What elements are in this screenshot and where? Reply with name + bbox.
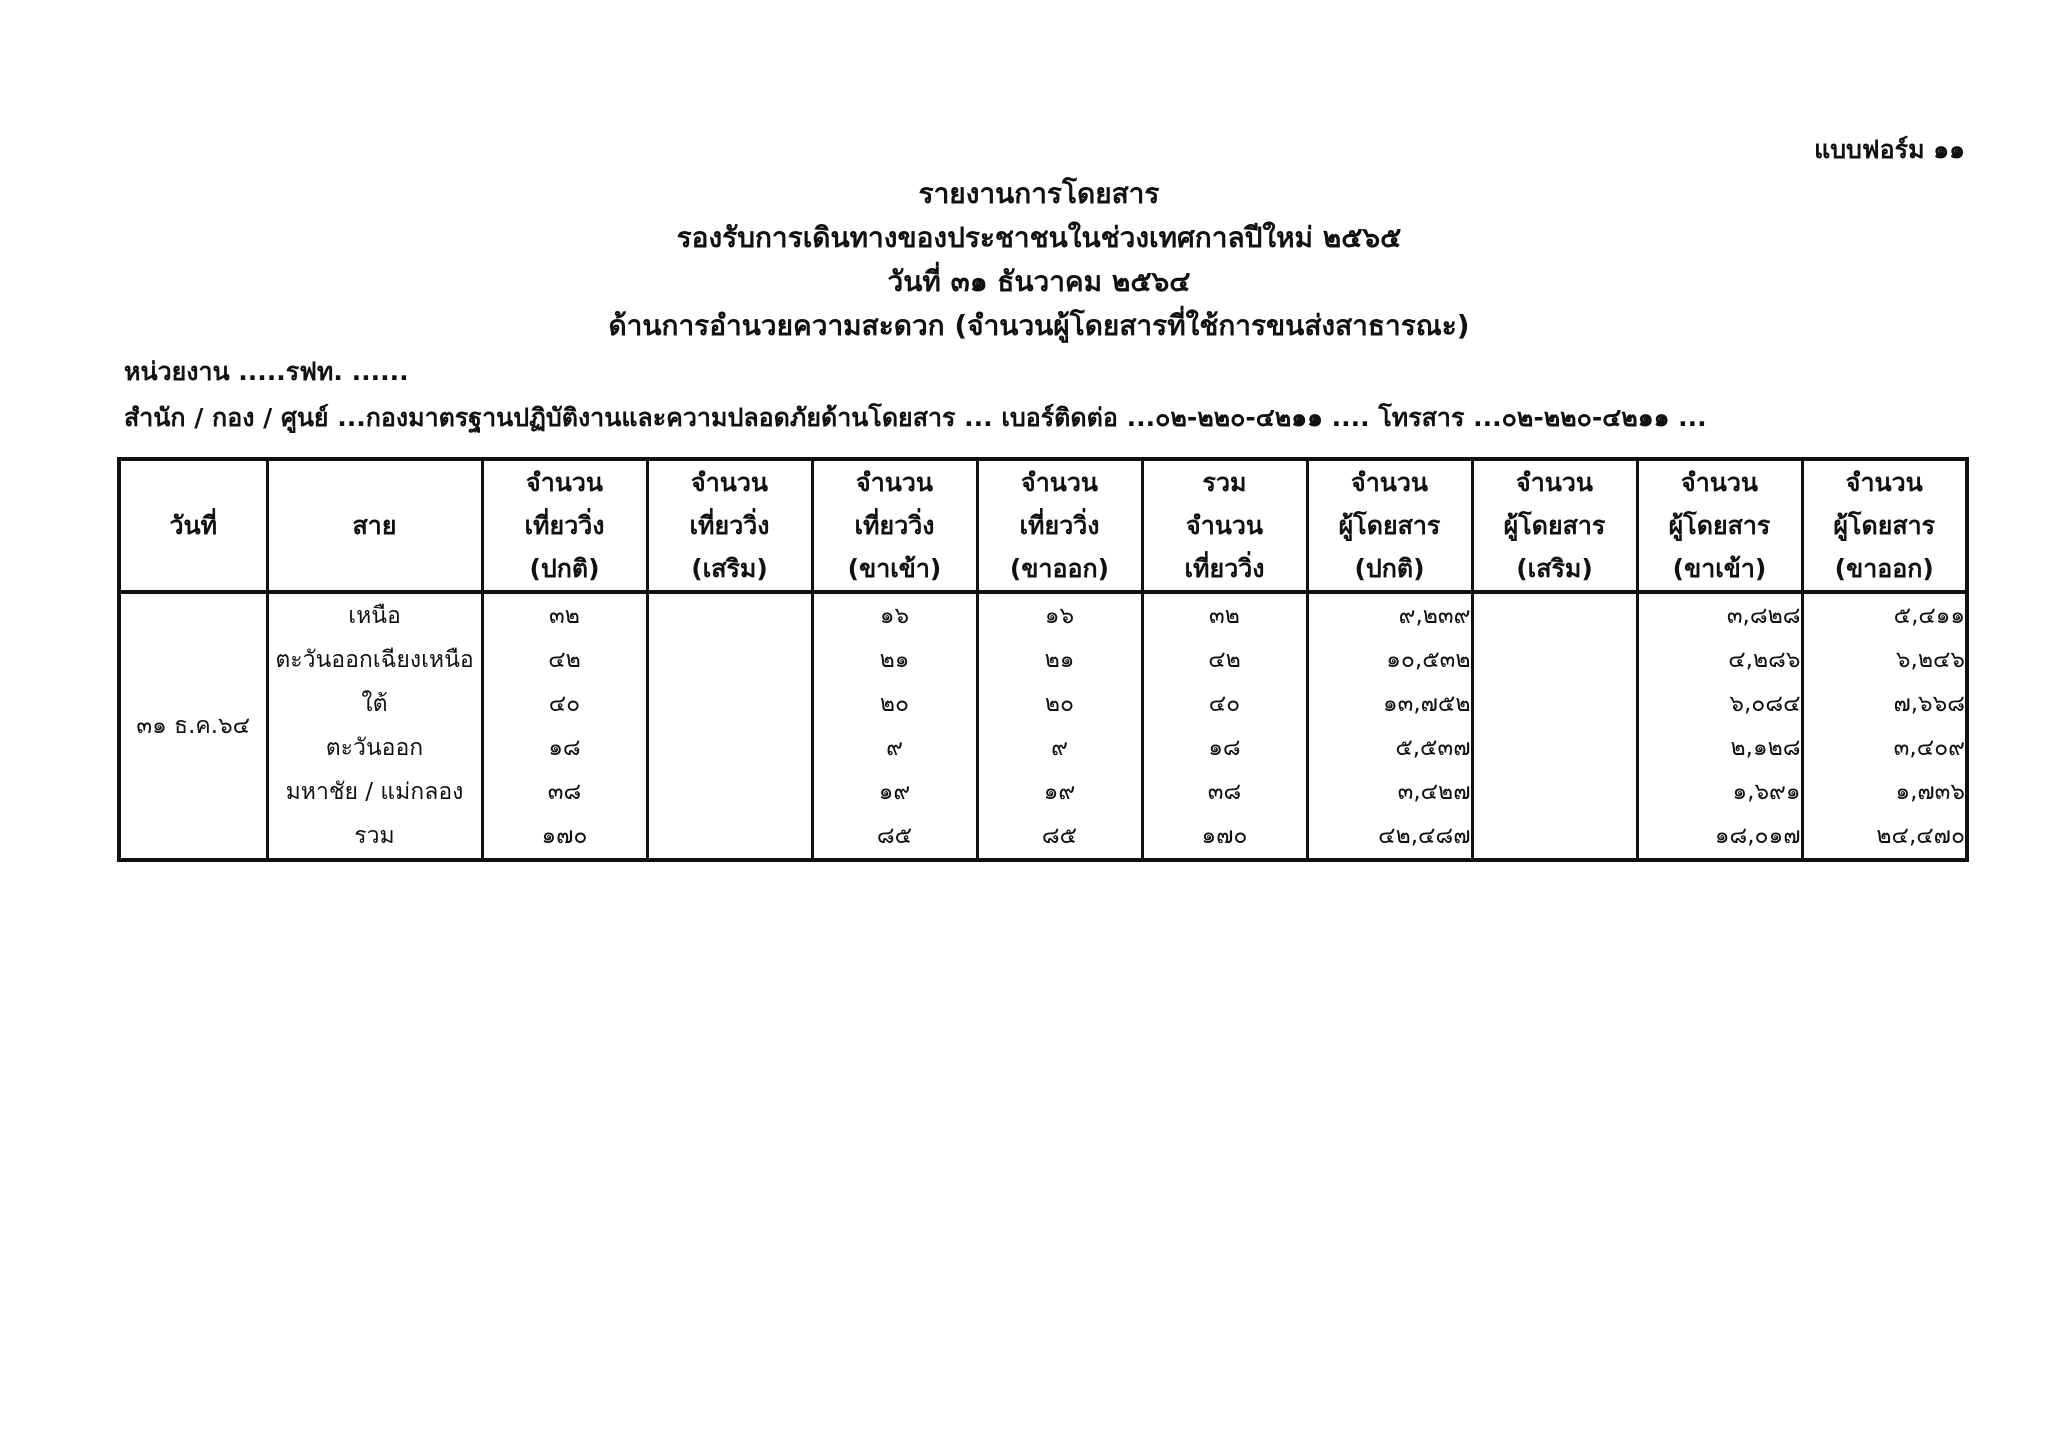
trips-inbound-cell: ๒๐ — [812, 682, 977, 726]
trips-normal-cell: ๓๒ — [482, 592, 647, 638]
header-date: วันที่ — [119, 459, 267, 592]
trips-total-cell: ๔๐ — [1142, 682, 1307, 726]
header-text: รวม — [1202, 468, 1247, 497]
pax-inbound-cell: ๒,๑๒๘ — [1637, 726, 1802, 770]
trips-normal-cell: ๑๗๐ — [482, 814, 647, 860]
pax-extra-cell — [1472, 770, 1637, 814]
header-text: ผู้โดยสาร — [1503, 511, 1606, 540]
table-row — [119, 592, 1967, 638]
header-text: (ขาเข้า) — [1672, 554, 1767, 583]
header-text: เที่ยววิ่ง — [1019, 511, 1100, 540]
trips-normal-cell: ๔๐ — [482, 682, 647, 726]
pax-extra-cell — [1472, 814, 1637, 860]
title-line-1: รายงานการโดยสาร — [918, 177, 1160, 210]
header-pax-outbound — [1802, 459, 1967, 592]
header-text: จำนวน — [526, 468, 603, 497]
header-text: ผู้โดยสาร — [1668, 511, 1771, 540]
header-text: จำนวน — [1186, 511, 1263, 540]
pax-outbound-cell: ๗,๖๖๘ — [1802, 682, 1967, 726]
pax-inbound-cell: ๑๘,๐๑๗ — [1637, 814, 1802, 860]
pax-extra-cell — [1472, 638, 1637, 682]
trips-extra-cell — [647, 592, 812, 638]
header-text: (ขาออก) — [1009, 554, 1110, 583]
pax-outbound-cell: ๓,๔๐๙ — [1802, 726, 1967, 770]
trips-inbound-cell: ๙ — [812, 726, 977, 770]
trips-inbound-cell: ๒๑ — [812, 638, 977, 682]
header-text: (เสริม) — [1516, 554, 1593, 583]
header-text: จำนวน — [1845, 468, 1923, 497]
pax-inbound-cell: ๔,๒๘๖ — [1637, 638, 1802, 682]
trips-outbound-cell: ๒๐ — [977, 682, 1142, 726]
header-text: จำนวน — [691, 468, 768, 497]
trips-extra-cell — [647, 770, 812, 814]
table-row — [119, 726, 1967, 770]
header-text: จำนวน — [1351, 468, 1428, 497]
pax-outbound-cell: ๑,๗๓๖ — [1802, 770, 1967, 814]
header-text: ผู้โดยสาร — [1833, 511, 1936, 540]
trips-outbound-cell: ๒๑ — [977, 638, 1142, 682]
title-line-2: รองรับการเดินทางของประชาชนในช่วงเทศกาลปีใหม่ ๒๕๖๕ — [676, 221, 1402, 254]
header-text: ผู้โดยสาร — [1338, 511, 1441, 540]
header-text: (ขาเข้า) — [847, 554, 942, 583]
title-line-3: วันที่ ๓๑ ธันวาคม ๒๕๖๔ — [887, 265, 1191, 298]
header-text: จำนวน — [856, 468, 933, 497]
header-trips-total — [1142, 459, 1307, 592]
trips-total-cell: ๓๒ — [1142, 592, 1307, 638]
header-text: เที่ยววิ่ง — [1184, 554, 1265, 583]
header-text: เที่ยววิ่ง — [854, 511, 935, 540]
pax-normal-cell: ๑๓,๗๕๒ — [1307, 682, 1472, 726]
header-pax-extra — [1472, 459, 1637, 592]
trips-normal-cell: ๔๒ — [482, 638, 647, 682]
report-table — [117, 457, 1969, 862]
title-line-4: ด้านการอำนวยความสะดวก (จำนวนผู้โดยสารที่ใช้การขนส่งสาธารณะ) — [608, 309, 1470, 342]
route-cell: ตะวันออก — [267, 726, 482, 770]
trips-normal-cell: ๓๘ — [482, 770, 647, 814]
route-cell: เหนือ — [267, 592, 482, 638]
route-cell: ใต้ — [267, 682, 482, 726]
pax-normal-cell: ๓,๔๒๗ — [1307, 770, 1472, 814]
pax-outbound-cell: ๖,๒๔๖ — [1802, 638, 1967, 682]
trips-extra-cell — [647, 638, 812, 682]
header-text: จำนวน — [1021, 468, 1098, 497]
header-row — [119, 459, 1967, 592]
trips-inbound-cell: ๑๙ — [812, 770, 977, 814]
header-trips-extra — [647, 459, 812, 592]
route-cell: มหาชัย / แม่กลอง — [267, 770, 482, 814]
trips-inbound-cell: ๘๕ — [812, 814, 977, 860]
report-title — [0, 172, 2048, 348]
pax-normal-cell: ๑๐,๕๓๒ — [1307, 638, 1472, 682]
trips-extra-cell — [647, 726, 812, 770]
header-trips-normal — [482, 459, 647, 592]
header-text: (เสริม) — [691, 554, 768, 583]
route-cell: รวม — [267, 814, 482, 860]
pax-inbound-cell: ๑,๖๙๑ — [1637, 770, 1802, 814]
trips-outbound-cell: ๑๙ — [977, 770, 1142, 814]
route-cell: ตะวันออกเฉียงเหนือ — [267, 638, 482, 682]
office-line: สำนัก / กอง / ศูนย์ ...กองมาตรฐานปฏิบัติงานและความปลอดภัยด้านโดยสาร ... เบอร์ติดต่อ ...๐๒-๒๒๐-๔๒๑๑ .... โทรสาร ...๐๒-๒๒๐-๔๒๑๑ ... — [124, 403, 1707, 432]
trips-total-cell: ๑๘ — [1142, 726, 1307, 770]
header-text: (ขาออก) — [1834, 554, 1934, 583]
header-text: จำนวน — [1681, 468, 1758, 497]
trips-total-cell: ๑๗๐ — [1142, 814, 1307, 860]
trips-outbound-cell: ๘๕ — [977, 814, 1142, 860]
pax-extra-cell — [1472, 682, 1637, 726]
header-text: (ปกติ) — [1354, 554, 1425, 583]
header-pax-normal — [1307, 459, 1472, 592]
agency-line: หน่วยงาน .....รฟท. ...... — [124, 357, 409, 386]
pax-normal-cell: ๙,๒๓๙ — [1307, 592, 1472, 638]
header-pax-inbound — [1637, 459, 1802, 592]
table-row — [119, 682, 1967, 726]
pax-inbound-cell: ๖,๐๘๔ — [1637, 682, 1802, 726]
pax-normal-cell: ๔๒,๔๘๗ — [1307, 814, 1472, 860]
trips-outbound-cell: ๙ — [977, 726, 1142, 770]
trips-total-cell: ๔๒ — [1142, 638, 1307, 682]
trips-outbound-cell: ๑๖ — [977, 592, 1142, 638]
header-trips-inbound — [812, 459, 977, 592]
trips-extra-cell — [647, 814, 812, 860]
pax-inbound-cell: ๓,๘๒๘ — [1637, 592, 1802, 638]
form-number: แบบฟอร์ม ๑๑ — [1814, 135, 1965, 164]
pax-outbound-cell: ๒๔,๔๗๐ — [1802, 814, 1967, 860]
trips-extra-cell — [647, 682, 812, 726]
pax-extra-cell — [1472, 592, 1637, 638]
trips-inbound-cell: ๑๖ — [812, 592, 977, 638]
total-row — [119, 814, 1967, 860]
date-cell: ๓๑ ธ.ค.๖๔ — [119, 592, 267, 860]
trips-total-cell: ๓๘ — [1142, 770, 1307, 814]
trips-normal-cell: ๑๘ — [482, 726, 647, 770]
header-text: จำนวน — [1516, 468, 1593, 497]
header-text: เที่ยววิ่ง — [524, 511, 605, 540]
pax-outbound-cell: ๕,๔๑๑ — [1802, 592, 1967, 638]
pax-extra-cell — [1472, 726, 1637, 770]
header-trips-outbound — [977, 459, 1142, 592]
table-row — [119, 638, 1967, 682]
table-row — [119, 770, 1967, 814]
pax-normal-cell: ๕,๕๓๗ — [1307, 726, 1472, 770]
header-text: เที่ยววิ่ง — [689, 511, 770, 540]
header-text: (ปกติ) — [529, 554, 600, 583]
header-line: สาย — [267, 459, 482, 592]
